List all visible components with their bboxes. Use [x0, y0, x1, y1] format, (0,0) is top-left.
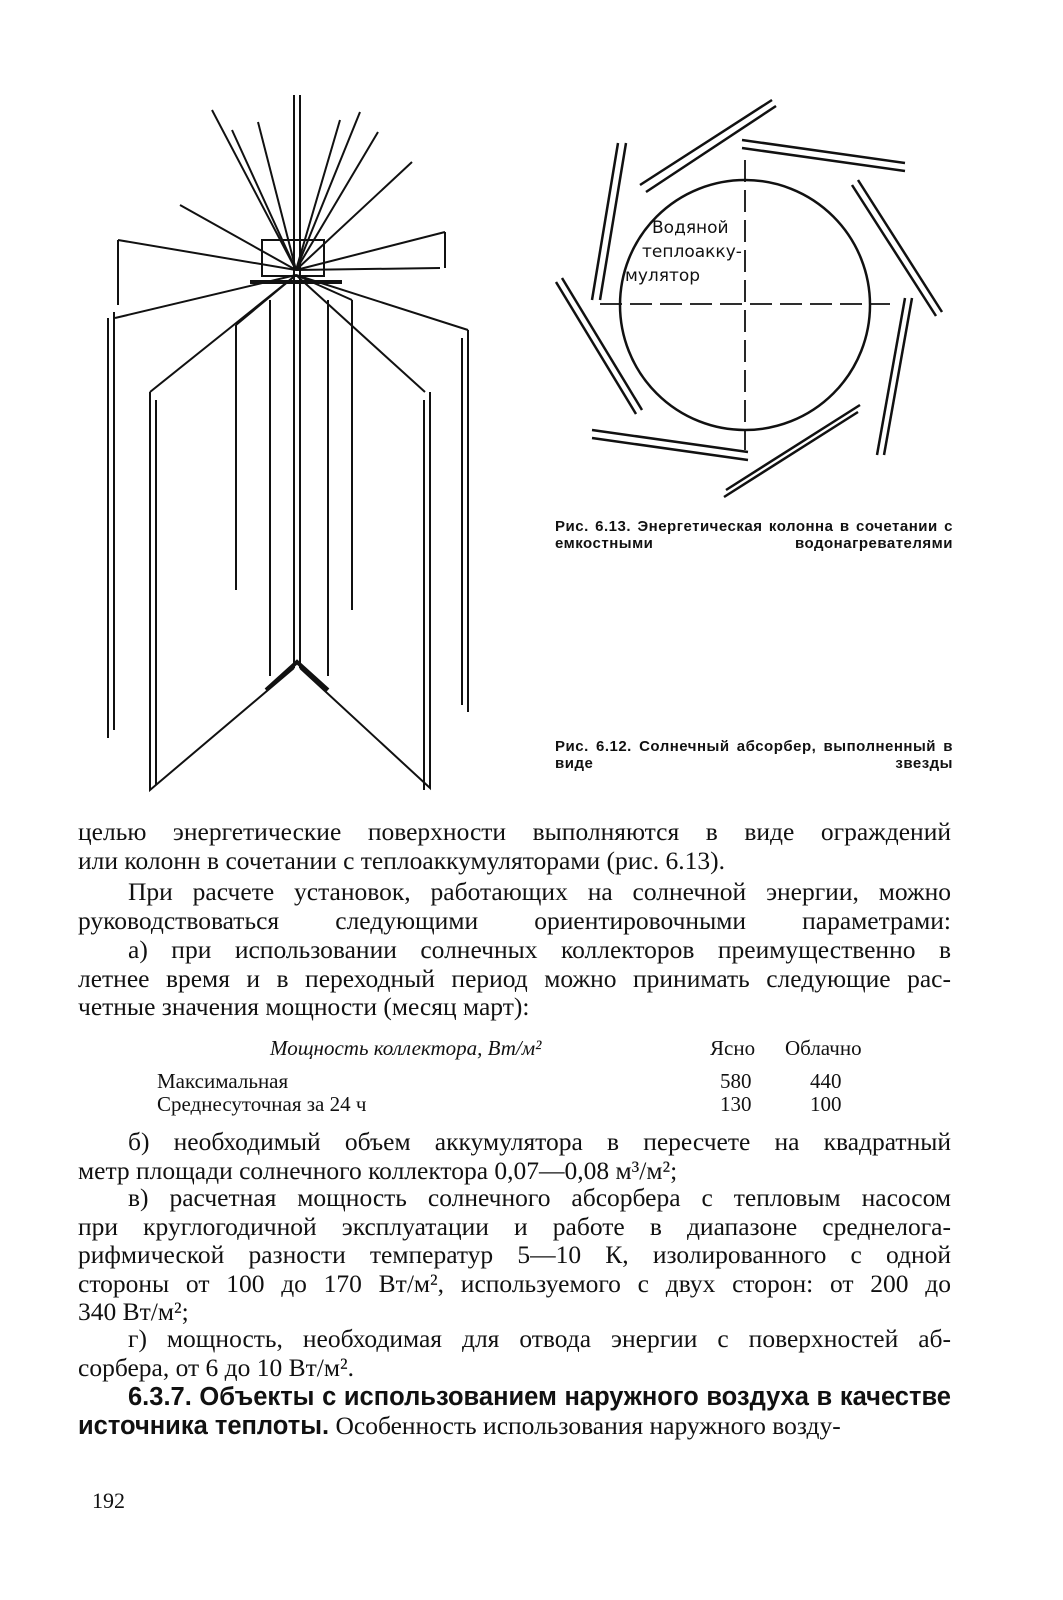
collector-power-table: [155, 1036, 885, 1126]
table-cell: 440: [810, 1069, 842, 1093]
text-line: стороны от 100 до 170 Вт/м², используемого с двух сторон: от 200 до: [78, 1268, 951, 1298]
tank-label-line-3: мулятор: [625, 266, 701, 286]
paragraph-g: [78, 1325, 951, 1382]
text-line: б) необходимый объем аккумулятора в пересчете на квадратный: [128, 1127, 951, 1156]
text-line: рифмической разности температур 5—10 К, изолированного с одной: [78, 1240, 951, 1269]
figure-6-12-star-absorber: [100, 88, 480, 800]
section-6-3-7: [78, 1383, 951, 1440]
paragraph-intro: [78, 818, 951, 875]
paragraph-v: [78, 1184, 951, 1327]
text-line: летнее время и в переходный период можно принимать следующие рас-: [78, 963, 951, 993]
text-line: а) при использовании солнечных коллекторов преимущественно в: [128, 935, 951, 964]
section-heading-continued: источника теплоты.: [78, 1411, 330, 1440]
text-line: руководствоваться следующими ориентировочными параметрами:: [78, 905, 951, 935]
tank-label-line-1: Водяной: [652, 218, 729, 238]
page-number: 192: [92, 1488, 125, 1513]
paragraph-parameters: [78, 878, 951, 935]
table-header-label: Мощность коллектора, Вт/м²: [270, 1036, 542, 1060]
table-cell: 130: [720, 1092, 752, 1116]
section-body-start: Особенность использования наружного возду-: [329, 1410, 841, 1440]
text-line: [78, 1412, 951, 1441]
figure-6-12-caption: Рис. 6.12. Солнечный абсорбер, выполненный в виде звезды: [555, 738, 953, 772]
storage-tank-label: [625, 218, 742, 286]
section-heading: 6.3.7. Объекты с использованием наружного воздуха в качестве: [128, 1383, 951, 1411]
text-line: при круглогодичной эксплуатации и работе в диапазоне среднелога-: [78, 1211, 951, 1241]
tank-label-line-2: теплоакку-: [642, 242, 742, 262]
table-cell: 100: [810, 1092, 842, 1116]
table-col-cloudy: Облачно: [785, 1036, 862, 1060]
paragraph-b: [78, 1128, 951, 1185]
text-line: целью энергетические поверхности выполняются в виде ограждений: [78, 817, 951, 846]
text-line: или колонн в сочетании с теплоаккумуляторами (рис. 6.13).: [78, 845, 725, 875]
text-line: в) расчетная мощность солнечного абсорбера с тепловым насосом: [128, 1183, 951, 1212]
paragraph-a: [78, 936, 951, 1022]
table-row-label: Максимальная: [157, 1069, 289, 1093]
text-line: 340 Вт/м²;: [78, 1297, 189, 1326]
text-line: сорбера, от 6 до 10 Вт/м².: [78, 1352, 355, 1382]
text-line: четные значения мощности (месяц март):: [78, 992, 530, 1021]
text-line: метр площади солнечного коллектора 0,07—0,08 м³/м²;: [78, 1155, 678, 1185]
figure-6-13-energy-column: [550, 95, 955, 500]
figure-6-13-caption: Рис. 6.13. Энергетическая колонна в сочетании с емкостными водонагревателями: [555, 518, 953, 552]
text-line: При расчете установок, работающих на солнечной энергии, можно: [128, 877, 951, 906]
text-line: г) мощность, необходимая для отвода энергии с поверхностей аб-: [128, 1324, 951, 1353]
table-row-label: Среднесуточная за 24 ч: [157, 1092, 367, 1116]
table-cell: 580: [720, 1069, 752, 1093]
table-col-clear: Ясно: [710, 1036, 756, 1060]
